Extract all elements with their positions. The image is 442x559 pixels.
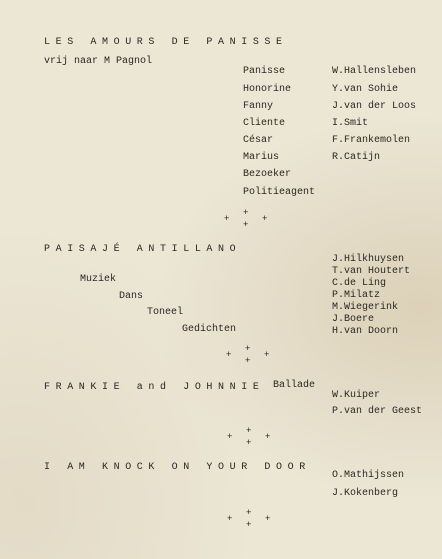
actor-name: I.Smit bbox=[332, 118, 369, 129]
actor-name: T.van Houtert bbox=[332, 266, 411, 277]
role-name: Marius bbox=[243, 152, 280, 163]
section-tag: Ballade bbox=[273, 380, 316, 391]
actor-name: Y.van Sohie bbox=[332, 84, 399, 95]
actor-name: H.van Doorn bbox=[332, 326, 399, 337]
role-name: Politieagent bbox=[243, 187, 316, 198]
role-name: Panisse bbox=[243, 66, 286, 77]
ornament-cross: + + + + bbox=[227, 426, 271, 448]
actor-name: J.Boere bbox=[332, 314, 375, 325]
ornament-cross: + + + + bbox=[227, 508, 271, 530]
ornament-cross: + + + + bbox=[226, 344, 270, 366]
program-item: Dans bbox=[119, 291, 144, 302]
section-title-frankie: FRANKIE and JOHNNIE bbox=[44, 382, 265, 393]
section-title-paisaje: PAISAJÉ ANTILLANO bbox=[44, 244, 242, 255]
role-name: Bezoeker bbox=[243, 169, 292, 180]
section-title-knock: I AM KNOCK ON YOUR DOOR bbox=[44, 462, 311, 473]
section-subtitle: vrij naar M Pagnol bbox=[44, 56, 153, 67]
actor-name: J.Hilkhuysen bbox=[332, 254, 405, 265]
actor-name: W.Kuiper bbox=[332, 390, 381, 401]
actor-name: J.Kokenberg bbox=[332, 488, 399, 499]
program-item: Gedichten bbox=[182, 324, 237, 335]
program-item: Muziek bbox=[80, 274, 117, 285]
role-name: Cliente bbox=[243, 118, 286, 129]
actor-name: R.Catijn bbox=[332, 152, 381, 163]
actor-name: M.Wiegerink bbox=[332, 302, 399, 313]
role-name: Honorine bbox=[243, 84, 292, 95]
role-name: César bbox=[243, 135, 274, 146]
actor-name: W.Hallensleben bbox=[332, 66, 417, 77]
role-name: Fanny bbox=[243, 101, 274, 112]
actor-name: P.Milatz bbox=[332, 290, 381, 301]
section-title-les-amours: LES AMOURS DE PANISSE bbox=[44, 37, 288, 48]
ornament-cross: + + + + bbox=[224, 208, 268, 230]
actor-name: F.Frankemolen bbox=[332, 135, 411, 146]
actor-name: C.de Ling bbox=[332, 278, 387, 289]
program-item: Toneel bbox=[147, 307, 184, 318]
actor-name: P.van der Geest bbox=[332, 406, 423, 417]
actor-name: O.Mathijssen bbox=[332, 470, 405, 481]
actor-name: J.van der Loos bbox=[332, 101, 417, 112]
